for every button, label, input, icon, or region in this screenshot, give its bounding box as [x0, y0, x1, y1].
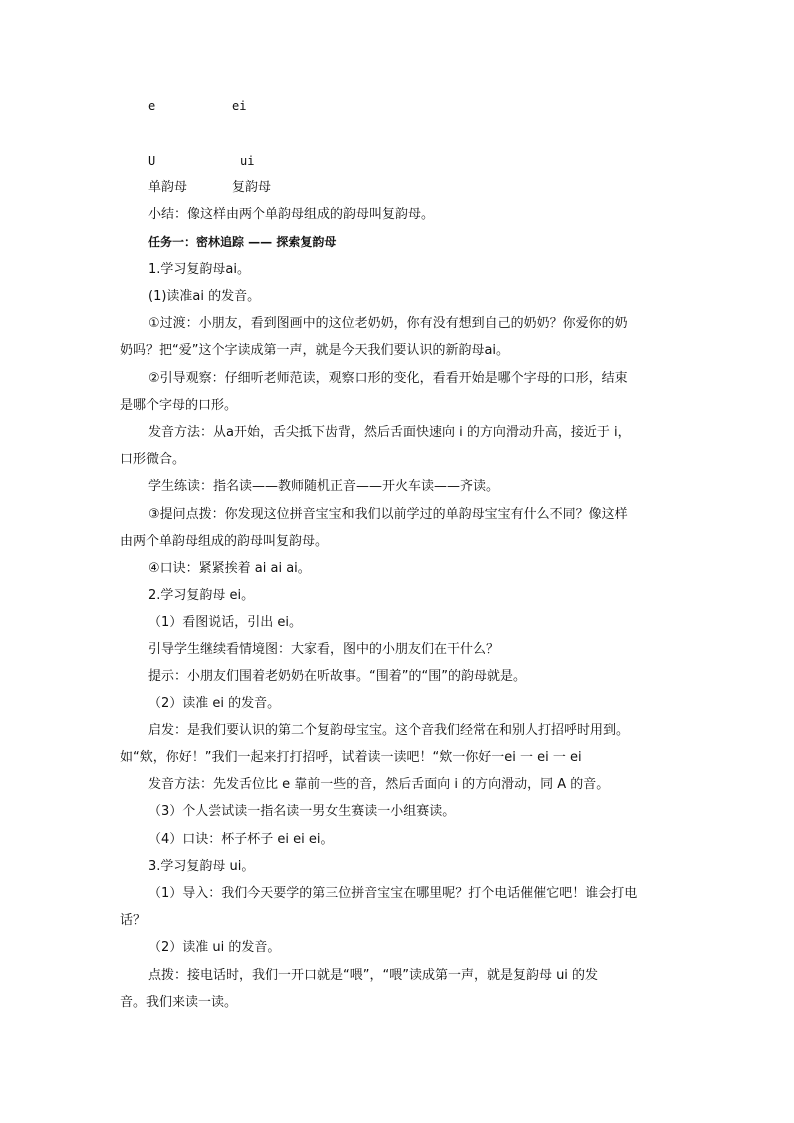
section2-title: 2.学习复韵母 ei。 — [148, 588, 255, 603]
section3-title: 3.学习复韵母 ui。 — [148, 859, 255, 874]
task-heading: 任务一：密林追踪 —— 探索复韵母 — [148, 235, 337, 249]
section1-p6: ④口诀：紧紧挨着 ai ai ai。 — [148, 561, 311, 576]
section2-p2: 提示：小朋友们围着老奶奶在听故事。“围着”的“围”的韵母就是。 — [148, 669, 526, 684]
section2-sub4: （4）口诀：杯子杯子 ei ei ei。 — [148, 832, 334, 847]
section2-sub1: （1）看图说话，引出 ei。 — [148, 615, 303, 630]
section2-sub2: （2）读准 ei 的发音。 — [148, 696, 281, 711]
vowel-e: e — [148, 99, 156, 113]
label-compound-vowel: 复韵母 — [232, 180, 272, 195]
section1-sub1: (1)读准ai 的发音。 — [148, 289, 261, 304]
section1-p1-line1: ①过渡：小朋友，看到图画中的这位老奶奶，你有没有想到自己的奶奶？你爱你的奶 — [148, 316, 628, 331]
section2-p4: 发音方法：先发舌位比 e 靠前一些的音，然后舌面向 i 的方向滑动，同 A 的音。 — [148, 777, 610, 792]
section1-p3-line1: 发音方法：从a开始，舌尖抵下齿背，然后舌面快速向 i 的方向滑动升高，接近于 i， — [148, 425, 631, 440]
compound-ui: ui — [240, 154, 255, 168]
section2-p3-line1: 启发：是我们要认识的第二个复韵母宝宝。这个音我们经常在和别人打招呼时用到。 — [148, 723, 630, 738]
section1-p2-line1: ②引导观察：仔细听老师范读，观察口形的变化，看看开始是哪个字母的口形，结束 — [148, 371, 628, 386]
section3-sub2: （2）读准 ui 的发音。 — [148, 940, 281, 955]
section1-p5-line1: ③提问点拨：你发现这位拼音宝宝和我们以前学过的单韵母宝宝有什么不同？像这样 — [148, 507, 628, 522]
section1-title: 1.学习复韵母ai。 — [148, 262, 250, 277]
vowel-u: U — [148, 154, 156, 168]
section1-p5-line2: 由两个单韵母组成的韵母叫复韵母。 — [120, 534, 329, 549]
section3-p1-line2: 音。我们来读一读。 — [120, 995, 238, 1010]
label-single-vowel: 单韵母 — [148, 180, 188, 195]
section2-p3-line2: 如“欸，你好！”我们一起来打打招呼，试着读一读吧！“欸一你好一ei 一 ei 一 ei — [120, 750, 582, 765]
section3-sub1-line1: （1）导入：我们今天要学的第三位拼音宝宝在哪里呢？打个电话催催它吧！谁会打电 — [148, 886, 638, 901]
section1-p3-line2: 口形微合。 — [120, 452, 186, 467]
section1-p4: 学生练读：指名读——教师随机正音——开火车读——齐读。 — [148, 479, 500, 494]
section1-p1-line2: 奶吗？把“爱”这个字读成第一声，就是今天我们要认识的新韵母ai。 — [120, 343, 510, 358]
summary-text: 小结：像这样由两个单韵母组成的韵母叫复韵母。 — [148, 207, 435, 222]
compound-ei: ei — [232, 99, 247, 113]
section1-p2-line2: 是哪个字母的口形。 — [120, 398, 238, 413]
section2-sub3: （3）个人尝试读一指名读一男女生赛读一小组赛读。 — [148, 804, 456, 819]
section3-p1-line1: 点拨：接电话时，我们一开口就是“喂”，“喂”读成第一声，就是复韵母 ui 的发 — [148, 968, 599, 983]
section3-sub1-line2: 话？ — [120, 913, 147, 928]
section2-p1: 引导学生继续看情境图：大家看，图中的小朋友们在干什么？ — [148, 642, 500, 657]
